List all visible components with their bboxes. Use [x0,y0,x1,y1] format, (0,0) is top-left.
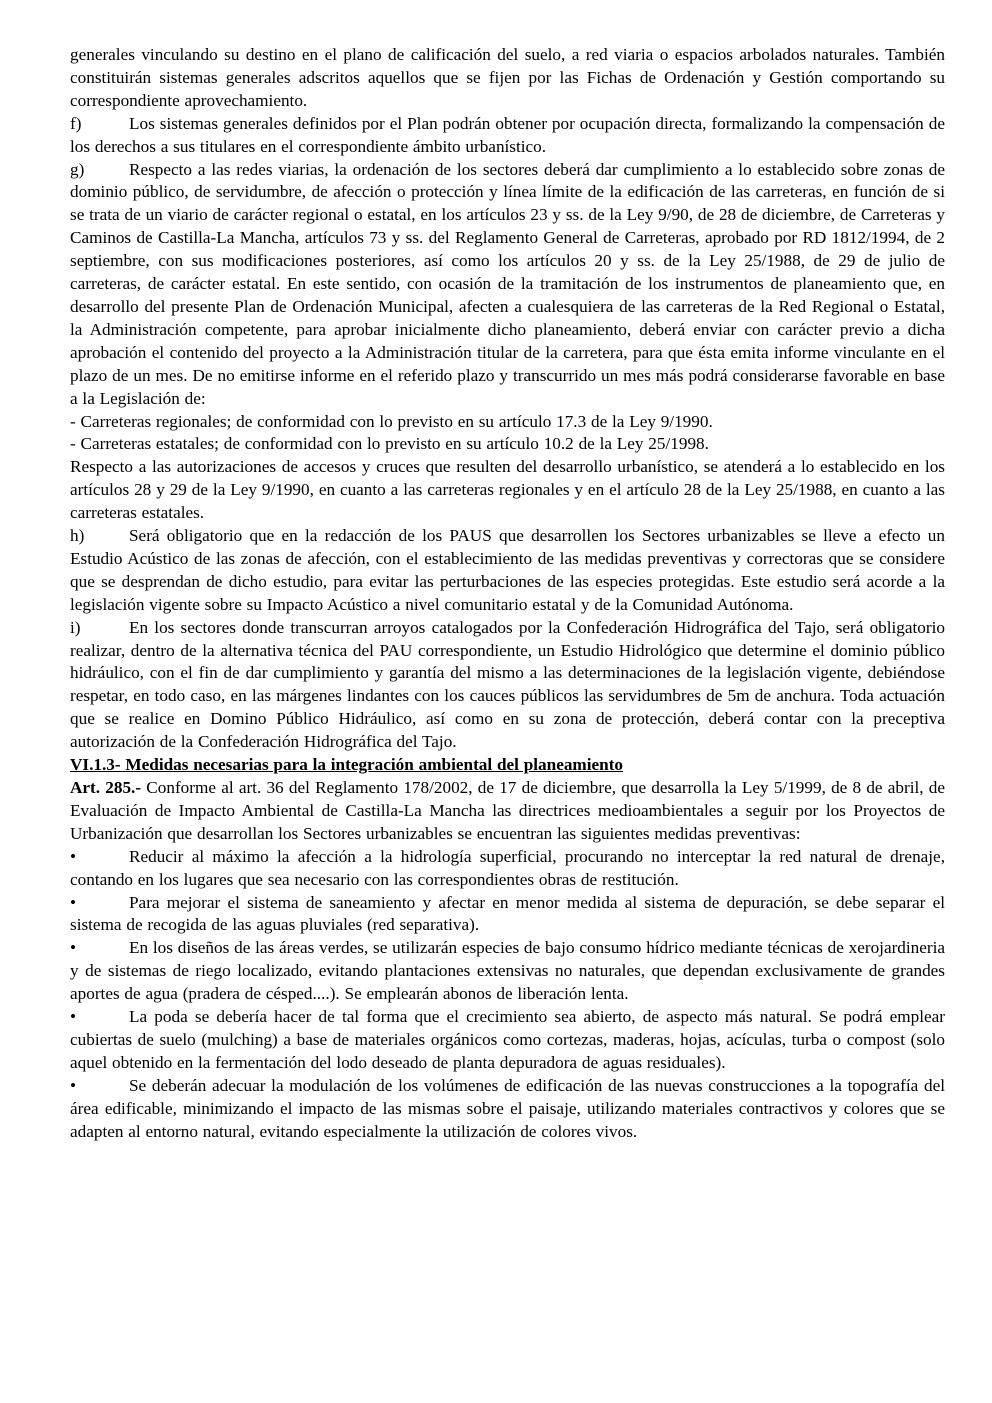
paragraph-text: En los diseños de las áreas verdes, se utilizarán especies de bajo consumo hídrico mediante técnicas de xerojardineria y de sistemas de riego localizado, evitando plantaciones extensivas no naturales, que dependan exclusivamente de grandes aportes de agua (pradera de césped....). Se emplearán abonos de liberación lenta. [70,938,946,1004]
paragraph [70,617,945,754]
article-number-label: Art. 285.- [70,778,142,797]
paragraph [70,1006,945,1075]
paragraph [70,892,945,938]
paragraph [70,159,945,411]
paragraph-text: VI.1.3- Medidas necesarias para la integración ambiental del planeamiento [70,755,624,775]
paragraph-text: generales vinculando su destino en el plano de calificación del suelo, a red viaria o espacios arbolados naturales. También constituirán sistemas generales adscritos aquellos que se fijen por las Fichas de Ordenación y Gestión comportando su correspondiente aprovechamiento. [70,45,945,110]
paragraph [70,846,945,892]
paragraph [70,411,945,434]
paragraph [70,777,945,846]
document-body [70,44,945,1144]
paragraph-text: Se deberán adecuar la modulación de los volúmenes de edificación de las nuevas construcciones a la topografía del área edificable, minimizando el impacto de las mismas sobre el paisaje, utilizando materiales contractivos y colores que se adapten al entorno natural, evitando especialmente la utilización de colores vivos. [70,1075,945,1141]
paragraph-text: Para mejorar el sistema de saneamiento y afectar en menor medida al sistema de depuración, se debe separar el sistema de recogida de las aguas pluviales (red separativa). [70,892,945,935]
paragraph-text: En los sectores donde transcurran arroyos catalogados por la Confederación Hidrográfica del Tajo, será obligatorio realizar, dentro de la alternativa técnica del PAU correspondiente, un Estudio Hidrológico que determine el dominio público hidráulico, con el fin de dar cumplimiento y garantía del mismo a las determinaciones de la legislación vigente, debiéndose respetar, en todo caso, en las márgenes lindantes con los cauces públicos las servidumbres de 5m de anchura. Toda actuación que se realice en Domino Público Hidráulico, así como en su zona de protección, deberá contar con la preceptiva autorización de la Confederación Hidrográfica del Tajo. [70,617,945,752]
paragraph-text: Será obligatorio que en la redacción de los PAUS que desarrollen los Sectores urbanizables se lleve a efecto un Estudio Acústico de las zonas de afección, con el establecimiento de las medidas preventivas y correctoras que se considere que se desprendan de dicho estudio, para evitar las perturbaciones de las especies protegidas. Este estudio será acorde a la legislación vigente sobre su Impacto Acústico a nivel comunitario estatal y de la Comunidad Autónoma. [70,526,945,614]
paragraph-text: - Carreteras regionales; de conformidad con lo previsto en su artículo 17.3 de la Ley 9/1990. [70,411,713,431]
bullet-marker: • [70,938,77,958]
paragraph [70,525,945,617]
paragraph-text: Conforme al art. 36 del Reglamento 178/2002, de 17 de diciembre, que desarrolla la Ley 5/1999, de 8 de abril, de Evaluación de Impacto Ambiental de Castilla-La Mancha las directrices medioambientales a seguir por los Proyectos de Urbanización que desarrollan los Sectores urbanizables se encuentran las siguientes medidas preventivas: [70,778,945,843]
bullet-marker: • [70,892,77,912]
paragraph-text: Respecto a las redes viarias, la ordenación de los sectores deberá dar cumplimiento a lo establecido sobre zonas de dominio público, de servidumbre, de afección o protección y línea límite de la edificación de las carreteras, en función de si se trata de un viario de carácter regional o estatal, en los artículos 23 y ss. de la Ley 9/90, de 28 de diciembre, de Carreteras y Caminos de Castilla-La Mancha, artículos 73 y ss. del Reglamento General de Carreteras, aprobado por RD 1812/1994, de 2 septiembre, con sus modificaciones posteriores, así como los artículos 20 y ss. de la Ley 25/1988, de 29 de julio de carreteras, de carácter estatal. En este sentido, con ocasión de la tramitación de los instrumentos de planeamiento que, en desarrollo del presente Plan de Ordenación Municipal, afecten a cualesquiera de las carreteras de la Red Regional o Estatal, la Administración competente, para aprobar inicialmente dicho planeamiento, deberá enviar con carácter previo a dicha aprobación el contenido del proyecto a la Administración titular de la carretera, para que ésta emita informe vinculante en el plazo de un mes. De no emitirse informe en el referido plazo y transcurrido un mes más podrá considerarse favorable en base a la Legislación de: [70,159,945,408]
paragraph-text: Los sistemas generales definidos por el Plan podrán obtener por ocupación directa, formalizando la compensación de los derechos a sus titulares en el correspondiente ámbito urbanístico. [70,113,945,156]
bullet-marker: • [70,1075,77,1095]
paragraph-text: Respecto a las autorizaciones de accesos y cruces que resulten del desarrollo urbanístico, se atenderá a lo establecido en los artículos 28 y 29 de la Ley 9/1990, en cuanto a las carreteras regionales y en el artículo 28 de la Ley 25/1988, en cuanto a las carreteras estatales. [70,457,945,523]
bullet-marker: • [70,1007,77,1027]
paragraph [70,937,945,1006]
section-heading [70,754,945,777]
clause-letter-label: g) [70,159,85,179]
paragraph [70,433,945,456]
paragraph [70,456,945,525]
paragraph-text: La poda se debería hacer de tal forma que el crecimiento sea abierto, de aspecto más natural. Se podrá emplear cubiertas de suelo (mulching) a base de materiales orgánicos como cortezas, maderas, hojas, acículas, turba o compost (solo aquel obtenido en la fermentación del lodo deseado de planta depuradora de aguas residuales). [70,1007,945,1072]
paragraph-text: Reducir al máximo la afección a la hidrología superficial, procurando no interceptar la red natural de drenaje, contando en los lugares que sea necesario con las correspondientes obras de restitución. [70,846,945,889]
paragraph-text: - Carreteras estatales; de conformidad con lo previsto en su artículo 10.2 de la Ley 25/1998. [70,434,709,454]
clause-letter-label: f) [70,113,82,133]
paragraph [70,1075,945,1144]
paragraph [70,113,945,159]
clause-letter-label: h) [70,526,85,546]
paragraph [70,44,945,113]
clause-letter-label: i) [70,617,81,637]
bullet-marker: • [70,846,77,866]
